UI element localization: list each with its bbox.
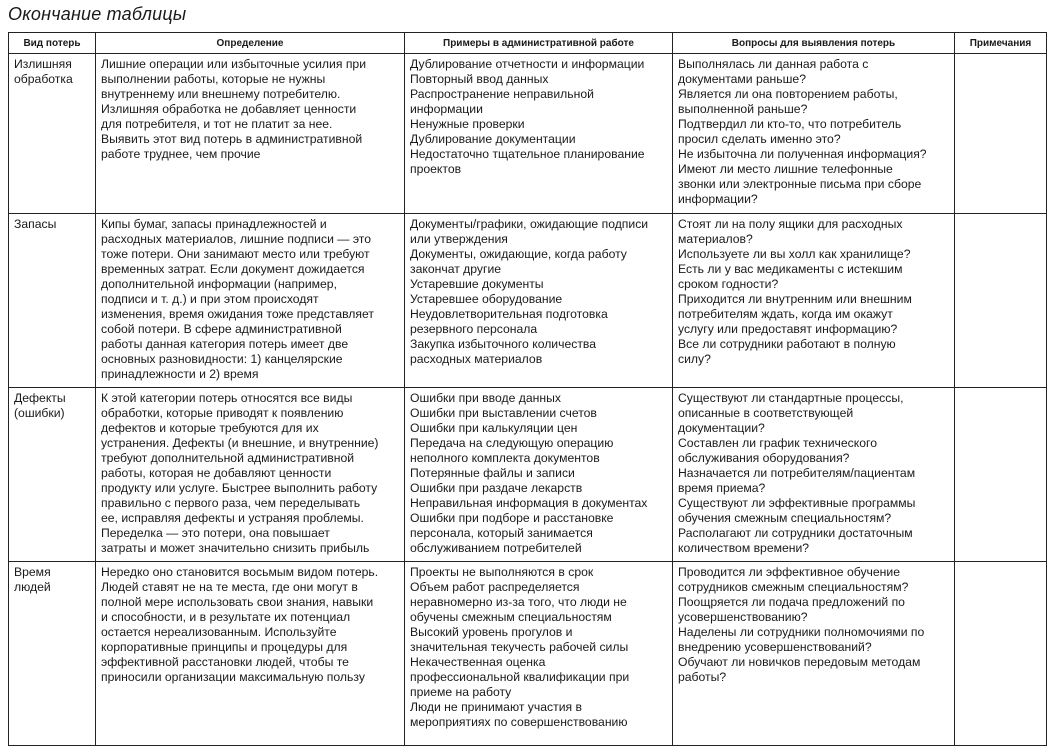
cell-line: затраты и может значительно снизить прибыль	[101, 541, 370, 555]
cell-line: Не избыточна ли полученная информация?	[678, 147, 927, 161]
cell-line: эффективной расстановки людей, чтобы те	[101, 655, 349, 669]
definition-cell	[96, 562, 405, 746]
table-row	[9, 214, 1047, 388]
questions-cell	[673, 388, 955, 562]
cell-line: Выявить этот вид потерь в административной	[101, 132, 363, 146]
cell-line: дефектов и которые требуются для их	[101, 421, 319, 435]
cell-line: Существуют ли эффективные программы	[678, 496, 916, 510]
cell-line: информации	[410, 102, 483, 116]
cell-line: Люди не принимают участия в	[410, 700, 582, 714]
cell-line: Выполнялась ли данная работа с	[678, 57, 869, 71]
cell-line: Устаревшее оборудование	[410, 292, 563, 306]
cell-line: Проводится ли эффективное обучение	[678, 565, 900, 579]
cell-line: потребителям ждать, когда им окажут	[678, 307, 893, 321]
cell-line: работы?	[678, 670, 727, 684]
cell-line: собой потери. В сфере административной	[101, 322, 342, 336]
cell-line: профессиональной квалификации при	[410, 670, 630, 684]
cell-line: просил сделать именно это?	[678, 132, 841, 146]
cell-line: Излишняя	[14, 57, 72, 71]
header-waste-type: Вид потерь	[9, 33, 96, 54]
cell-line: услугу или предоставят информацию?	[678, 322, 898, 336]
cell-line: силу?	[678, 352, 711, 366]
cell-line: Некачественная оценка	[410, 655, 546, 669]
cell-line: Передача на следующую операцию	[410, 436, 614, 450]
cell-line: мероприятиях по совершенствованию	[410, 715, 628, 729]
cell-line: Переделка — это потери, она повышает	[101, 526, 330, 540]
cell-line: неполного комплекта документов	[410, 451, 600, 465]
cell-line: Дефекты	[14, 391, 66, 405]
waste-table	[8, 32, 1047, 746]
cell-line: выполнении работы, которые не нужны	[101, 72, 326, 86]
cell-line: Дублирование отчетности и информации	[410, 57, 645, 71]
cell-line: Неудовлетворительная подготовка	[410, 307, 608, 321]
cell-line: полной мере использовать свои знания, навыки	[101, 595, 374, 609]
cell-line: Кипы бумаг, запасы принадлежностей и	[101, 217, 327, 231]
cell-line: работе труднее, чем прочие	[101, 147, 261, 161]
cell-line: резервного персонала	[410, 322, 538, 336]
cell-line: тоже потери. Они занимают место или требуют	[101, 247, 370, 261]
cell-line: остается нереализованным. Используйте	[101, 625, 337, 639]
cell-line: Назначается ли потребителям/пациентам	[678, 466, 916, 480]
cell-line: Все ли сотрудники работают в полную	[678, 337, 896, 351]
cell-line: Наделены ли сотрудники полномочиями по	[678, 625, 925, 639]
cell-line: К этой категории потерь относятся все виды	[101, 391, 353, 405]
notes-cell	[955, 562, 1047, 746]
cell-line: Ошибки при калькуляции цен	[410, 421, 578, 435]
cell-line: документации?	[678, 421, 765, 435]
cell-line: внутреннему или внешнему потребителю.	[101, 87, 341, 101]
cell-line: приеме на работу	[410, 685, 512, 699]
questions-cell	[673, 562, 955, 746]
cell-line: Является ли она повторением работы,	[678, 87, 898, 101]
cell-line: Ошибки при раздаче лекарств	[410, 481, 583, 495]
cell-line: Нередко оно становится восьмым видом потерь.	[101, 565, 379, 579]
cell-line: дополнительной информации (например,	[101, 277, 337, 291]
header-questions: Вопросы для выявления потерь	[673, 33, 955, 54]
cell-line: Ненужные проверки	[410, 117, 525, 131]
cell-line: Ошибки при подборе и расстановке	[410, 511, 614, 525]
waste-type-cell	[9, 214, 96, 388]
cell-line: (ошибки)	[14, 406, 65, 420]
cell-line: Имеют ли место лишние телефонные	[678, 162, 893, 176]
cell-line: Поощряется ли подача предложений по	[678, 595, 905, 609]
cell-line: требуют дополнительной административной	[101, 451, 355, 465]
examples-cell	[405, 562, 673, 746]
table-row	[9, 54, 1047, 214]
cell-line: количеством времени?	[678, 541, 810, 555]
definition-cell	[96, 388, 405, 562]
cell-line: Дублирование документации	[410, 132, 576, 146]
cell-line: приносили организации максимальную пользу	[101, 670, 365, 684]
cell-line: Приходится ли внутренним или внешним	[678, 292, 912, 306]
cell-line: выполненной раньше?	[678, 102, 808, 116]
cell-line: проектов	[410, 162, 462, 176]
cell-line: звонки или электронные письма при сборе	[678, 177, 922, 191]
cell-line: Лишние операции или избыточные усилия при	[101, 57, 367, 71]
cell-line: внедрению усовершенствований?	[678, 640, 872, 654]
cell-line: Время	[14, 565, 51, 579]
cell-line: обучения смежным специальностям?	[678, 511, 892, 525]
cell-line: или утверждения	[410, 232, 508, 246]
waste-type-cell	[9, 388, 96, 562]
table-caption: Окончание таблицы	[8, 4, 187, 24]
cell-line: Ошибки при вводе данных	[410, 391, 561, 405]
table-row	[9, 562, 1047, 746]
table-row	[9, 388, 1047, 562]
cell-line: корпоративные принципы и процедуры для	[101, 640, 348, 654]
cell-line: работы, которая не добавляют ценности	[101, 466, 332, 480]
header-row	[9, 33, 1047, 54]
cell-line: Документы, ожидающие, когда работу	[410, 247, 627, 261]
cell-line: и способности, и в результате их потенциал	[101, 610, 351, 624]
cell-line: продукту или услуге. Быстрее выполнить работу	[101, 481, 378, 495]
definition-cell	[96, 214, 405, 388]
cell-line: Повторный ввод данных	[410, 72, 549, 86]
cell-line: информации?	[678, 192, 758, 206]
cell-line: документами раньше?	[678, 72, 806, 86]
examples-cell	[405, 214, 673, 388]
questions-cell	[673, 214, 955, 388]
header-notes: Примечания	[955, 33, 1047, 54]
waste-type-cell	[9, 562, 96, 746]
cell-line: обработки, которые приводят к появлению	[101, 406, 344, 420]
examples-cell	[405, 54, 673, 214]
notes-cell	[955, 388, 1047, 562]
cell-line: закончат другие	[410, 262, 502, 276]
cell-line: Устаревшие документы	[410, 277, 544, 291]
cell-line: для потребителя, и тот не платит за нее.	[101, 117, 333, 131]
cell-line: ее, исправляя дефекты и устраняя проблемы.	[101, 511, 364, 525]
cell-line: Есть ли у вас медикаменты с истекшим	[678, 262, 903, 276]
cell-line: временных затрат. Если документ дожидается	[101, 262, 365, 276]
cell-line: значительная текучесть рабочей силы	[410, 640, 629, 654]
cell-line: персонала, который занимается	[410, 526, 593, 540]
cell-line: Закупка избыточного количества	[410, 337, 597, 351]
header-examples: Примеры в административной работе	[405, 33, 673, 54]
waste-type-cell	[9, 54, 96, 214]
cell-line: Излишняя обработка не добавляет ценности	[101, 102, 357, 116]
cell-line: сотрудников смежным специальностям?	[678, 580, 909, 594]
cell-line: Неправильная информация в документах	[410, 496, 648, 510]
cell-line: усовершенствованию?	[678, 610, 808, 624]
cell-line: устранения. Дефекты (и внешние, и внутренние)	[101, 436, 379, 450]
cell-line: материалов?	[678, 232, 753, 246]
cell-line: расходных материалов	[410, 352, 543, 366]
cell-line: Используете ли вы холл как хранилище?	[678, 247, 911, 261]
notes-cell	[955, 214, 1047, 388]
cell-line: Документы/графики, ожидающие подписи	[410, 217, 649, 231]
cell-line: Высокий уровень прогулов и	[410, 625, 573, 639]
cell-line: Потерянные файлы и записи	[410, 466, 575, 480]
cell-line: Распространение неправильной	[410, 87, 594, 101]
cell-line: Составлен ли график технического	[678, 436, 877, 450]
cell-line: Проекты не выполняются в срок	[410, 565, 594, 579]
cell-line: людей	[14, 580, 51, 594]
cell-line: обслуживанием потребителей	[410, 541, 582, 555]
cell-line: Людей ставят не на те места, где они могут в	[101, 580, 358, 594]
cell-line: принадлежности и 2) время	[101, 367, 259, 381]
examples-cell	[405, 388, 673, 562]
cell-line: Ошибки при выставлении счетов	[410, 406, 597, 420]
cell-line: Подтвердил ли кто-то, что потребитель	[678, 117, 902, 131]
cell-line: неравномерно из-за того, что люди не	[410, 595, 627, 609]
cell-line: Стоят ли на полу ящики для расходных	[678, 217, 903, 231]
cell-line: Существуют ли стандартные процессы,	[678, 391, 904, 405]
cell-line: время приема?	[678, 481, 766, 495]
cell-line: расходных материалов, лишние подписи — это	[101, 232, 372, 246]
cell-line: Обучают ли новичков передовым методам	[678, 655, 921, 669]
cell-line: обработка	[14, 72, 73, 86]
cell-line: Недостаточно тщательное планирование	[410, 147, 645, 161]
cell-line: Запасы	[14, 217, 57, 231]
cell-line: описанные в соответствующей	[678, 406, 854, 420]
notes-cell	[955, 54, 1047, 214]
cell-line: обслуживания оборудования?	[678, 451, 850, 465]
cell-line: Объем работ распределяется	[410, 580, 580, 594]
cell-line: обучены смежным специальностям	[410, 610, 612, 624]
cell-line: работы данная категория потерь имеет две	[101, 337, 349, 351]
cell-line: правильно с первого раза, чем переделывать	[101, 496, 361, 510]
questions-cell	[673, 54, 955, 214]
header-definition: Определение	[96, 33, 405, 54]
cell-line: подписи и т. д.) и при этом происходят	[101, 292, 319, 306]
cell-line: основных разновидности: 1) канцелярские	[101, 352, 343, 366]
definition-cell	[96, 54, 405, 214]
cell-line: сроком годности?	[678, 277, 779, 291]
cell-line: изменения, время ожидания тоже представляет	[101, 307, 374, 321]
cell-line: Располагают ли сотрудники достаточным	[678, 526, 913, 540]
